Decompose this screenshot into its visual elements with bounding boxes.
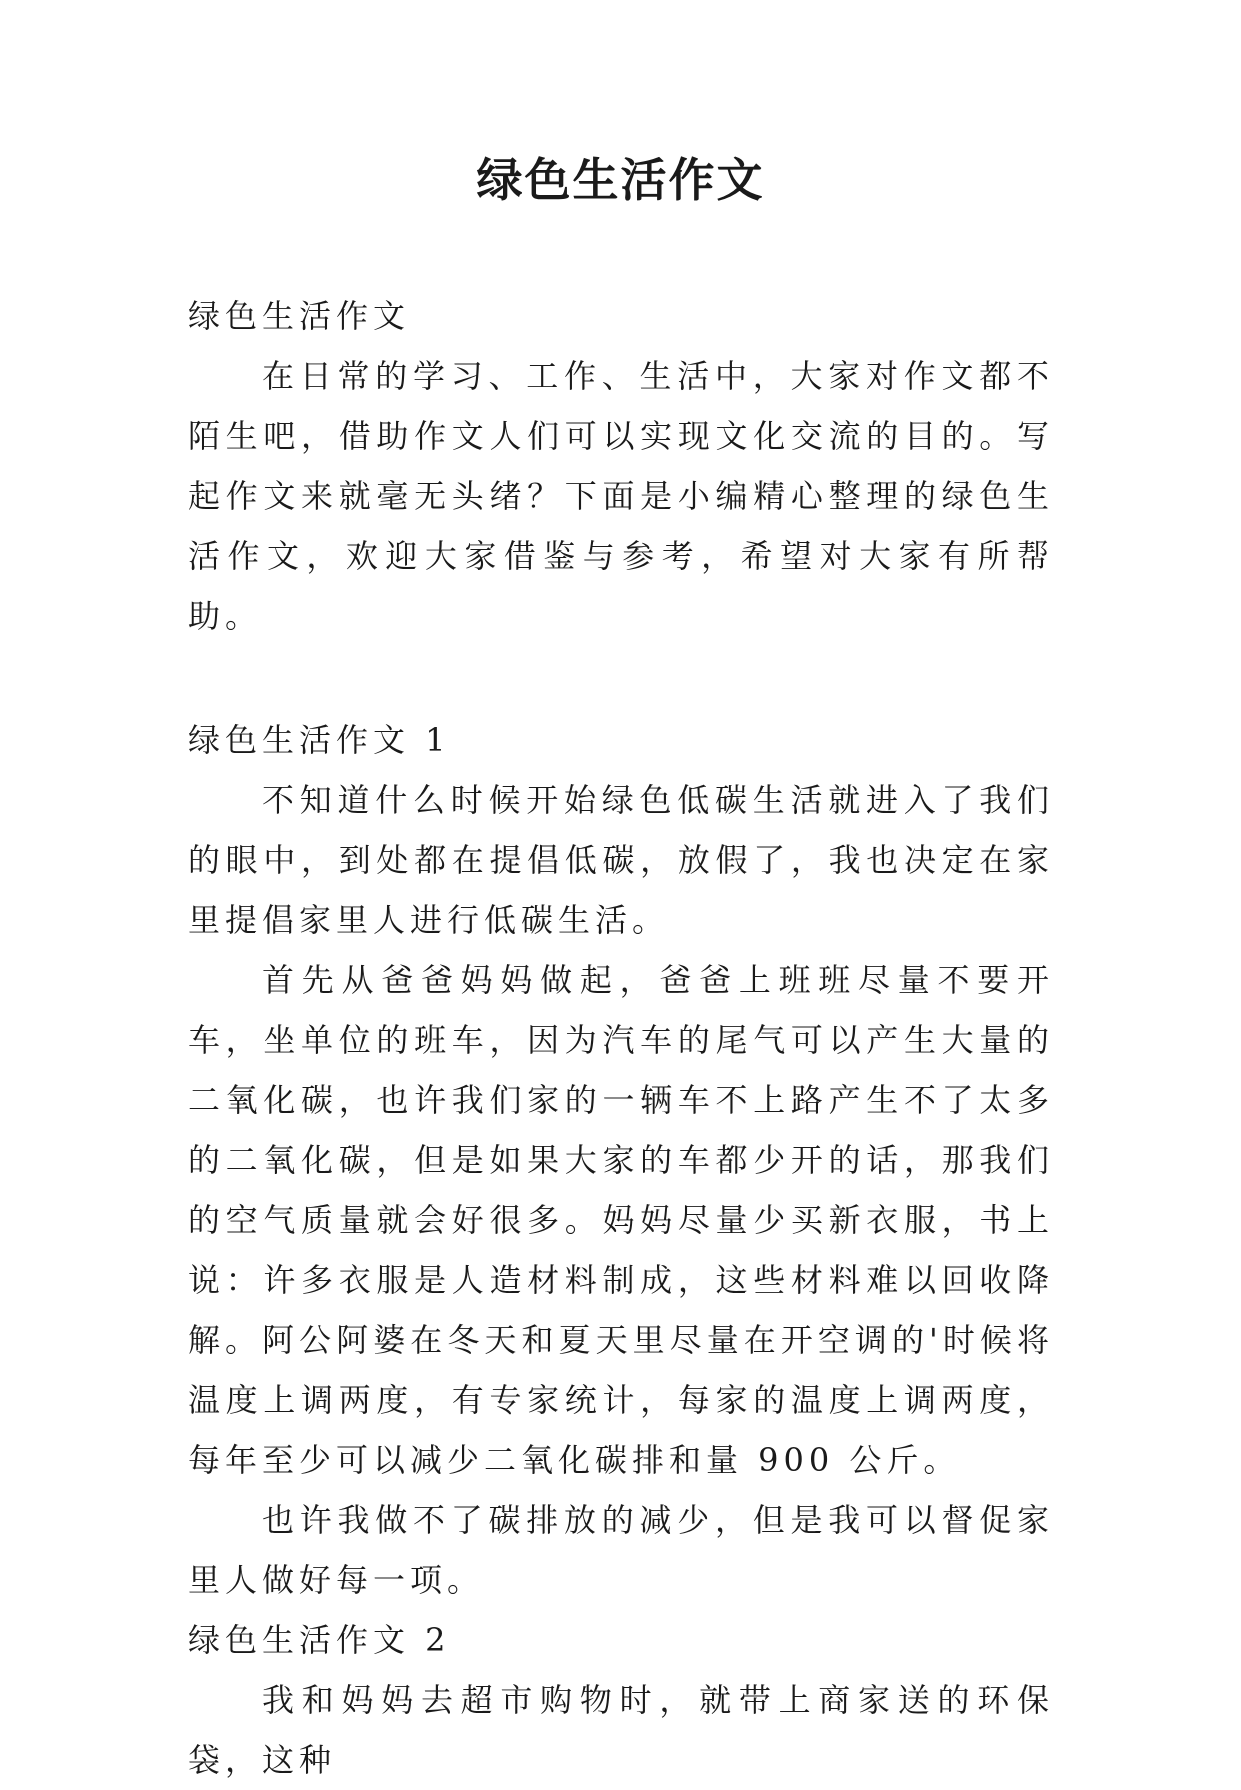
essay1-heading: 绿色生活作文 1: [188, 721, 451, 759]
essay2-heading: 绿色生活作文 2: [188, 1621, 451, 1659]
intro-paragraph: 在日常的学习、工作、生活中，大家对作文都不陌生吧，借助作文人们可以实现文化交流的目的。写起作文来就毫无头绪？下面是小编精心整理的绿色生活作文，欢迎大家借鉴与参考，希望对大家有所帮助。: [188, 357, 1054, 635]
essay1-paragraph-1: 不知道什么时候开始绿色低碳生活就进入了我们的眼中，到处都在提倡低碳，放假了，我也决定在家里提倡家里人进行低碳生活。: [188, 781, 1054, 939]
essay2-paragraph-1: 我和妈妈去超市购物时，就带上商家送的环保袋，这种: [188, 1681, 1054, 1779]
document-body: [188, 286, 1054, 1790]
document-title: 绿色生活作文: [476, 153, 765, 207]
essay1-paragraph-3: 也许我做不了碳排放的减少，但是我可以督促家里人做好每一项。: [188, 1501, 1054, 1599]
section-gap: [188, 646, 1054, 710]
essay1-paragraph-2: 首先从爸爸妈妈做起，爸爸上班班尽量不要开车，坐单位的班车，因为汽车的尾气可以产生大量的二氧化碳，也许我们家的一辆车不上路产生不了太多的二氧化碳，但是如果大家的车都少开的话，那我们的空气质量就会好很多。妈妈尽量少买新衣服，书上说：许多衣服是人造材料制成，这些材料难以回收降解。阿公阿婆在冬天和夏天里尽量在开空调的'时候将温度上调两度，有专家统计，每家的温度上调两度，每年至少可以减少二氧化碳排和量 900 公斤。: [188, 961, 1054, 1479]
intro-heading: 绿色生活作文: [188, 297, 411, 335]
